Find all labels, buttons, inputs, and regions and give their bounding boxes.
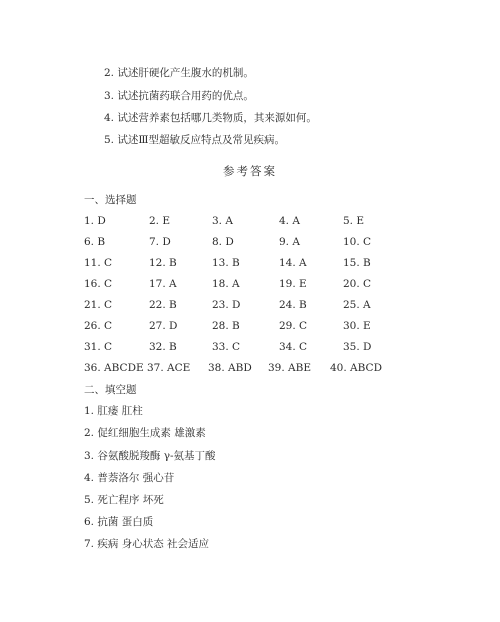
mc-row bbox=[0, 256, 500, 270]
mc-answer: 29. C bbox=[279, 320, 308, 332]
mc-answer: 39. ABE bbox=[268, 362, 311, 374]
question-4: 4. 试述营养素包括哪几类物质，其来源如何。 bbox=[104, 112, 317, 124]
mc-answer: 33. C bbox=[212, 341, 241, 353]
mc-row bbox=[0, 235, 500, 249]
mc-answer: 17. A bbox=[149, 278, 177, 290]
mc-answer: 3. A bbox=[212, 215, 233, 227]
mc-answer: 6. B bbox=[84, 236, 106, 248]
mc-answer: 14. A bbox=[279, 257, 307, 269]
question-5: 5. 试述Ⅲ型超敏反应特点及常见疾病。 bbox=[104, 134, 285, 146]
mc-row bbox=[0, 214, 500, 228]
mc-answer: 28. B bbox=[212, 320, 240, 332]
mc-answer: 25. A bbox=[343, 299, 371, 311]
mc-answer: 13. B bbox=[212, 257, 240, 269]
mc-answer: 10. C bbox=[343, 236, 372, 248]
mc-row bbox=[0, 361, 500, 375]
mc-row bbox=[0, 298, 500, 312]
mc-answer: 34. C bbox=[279, 341, 308, 353]
mc-answer: 12. B bbox=[149, 257, 177, 269]
mc-answer: 24. B bbox=[279, 299, 307, 311]
mc-answer: 23. D bbox=[212, 299, 241, 311]
mc-answer: 5. E bbox=[343, 215, 365, 227]
mc-answer: 15. B bbox=[343, 257, 371, 269]
mc-answer: 37. ACE bbox=[147, 362, 191, 374]
mc-answer: 36. ABCDE bbox=[84, 362, 144, 374]
mc-answer: 1. D bbox=[84, 215, 106, 227]
fill-answer: 6. 抗菌 蛋白质 bbox=[84, 516, 154, 528]
mc-answer: 18. A bbox=[212, 278, 240, 290]
mc-answer: 20. C bbox=[343, 278, 372, 290]
fill-answer: 4. 普萘洛尔 强心苷 bbox=[84, 472, 175, 484]
fill-answer: 3. 谷氨酸脱羧酶 γ-氨基丁酸 bbox=[84, 450, 216, 462]
mc-answer: 31. C bbox=[84, 341, 113, 353]
mc-answer: 22. B bbox=[149, 299, 177, 311]
fill-answer: 5. 死亡程序 坏死 bbox=[84, 494, 164, 506]
mc-answer: 2. E bbox=[149, 215, 171, 227]
mc-answer: 16. C bbox=[84, 278, 113, 290]
question-3: 3. 试述抗菌药联合用药的优点。 bbox=[104, 90, 254, 102]
mc-answer: 30. E bbox=[343, 320, 371, 332]
section-fill-in: 二、填空题 bbox=[84, 384, 137, 396]
mc-row bbox=[0, 319, 500, 333]
answer-title: 参考答案 bbox=[223, 164, 277, 178]
mc-answer: 8. D bbox=[212, 236, 234, 248]
mc-answer: 38. ABD bbox=[208, 362, 252, 374]
fill-answer: 1. 肛瘘 肛柱 bbox=[84, 405, 143, 417]
mc-answer: 19. E bbox=[279, 278, 307, 290]
question-2: 2. 试述肝硬化产生腹水的机制。 bbox=[104, 67, 254, 79]
mc-answer: 4. A bbox=[279, 215, 300, 227]
mc-answer: 32. B bbox=[149, 341, 177, 353]
mc-answer: 21. C bbox=[84, 299, 113, 311]
mc-answer: 11. C bbox=[84, 257, 113, 269]
mc-row bbox=[0, 340, 500, 354]
mc-answer: 27. D bbox=[149, 320, 178, 332]
section-multiple-choice: 一、选择题 bbox=[84, 194, 137, 206]
mc-answer: 40. ABCD bbox=[330, 362, 382, 374]
mc-answer: 26. C bbox=[84, 320, 113, 332]
fill-answer: 7. 疾病 身心状态 社会适应 bbox=[84, 538, 210, 550]
mc-answer: 35. D bbox=[343, 341, 372, 353]
mc-row bbox=[0, 277, 500, 291]
fill-answer: 2. 促红细胞生成素 雄激素 bbox=[84, 427, 206, 439]
mc-answer: 7. D bbox=[149, 236, 171, 248]
mc-answer: 9. A bbox=[279, 236, 300, 248]
